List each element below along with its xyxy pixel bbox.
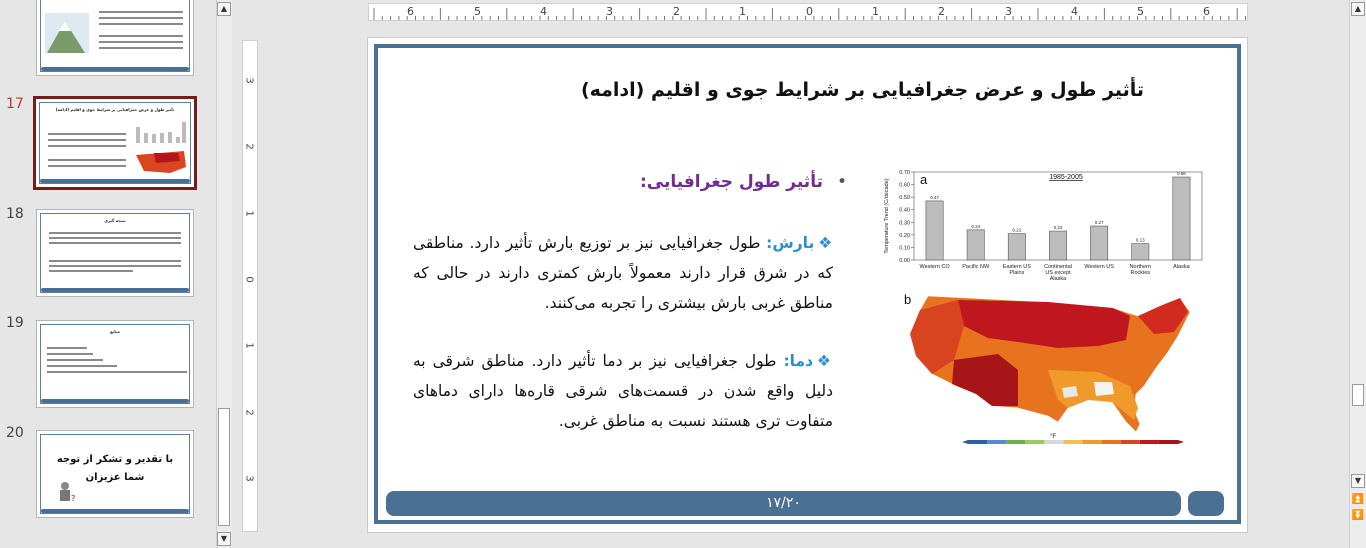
scale-segment xyxy=(987,440,1006,444)
bar xyxy=(967,230,984,260)
editor-scrollbar[interactable] xyxy=(1349,0,1366,548)
diamond-bullet-icon: ❖ xyxy=(817,352,833,370)
slide-thumbnail-18[interactable] xyxy=(36,209,194,297)
scale-arrow-left xyxy=(962,440,968,444)
y-axis-label: Temperature Trend (C/decade) xyxy=(884,178,890,254)
ruler-label: 0 xyxy=(806,5,813,18)
scale-arrow-right xyxy=(1178,440,1184,444)
thumb-number-18: 18 xyxy=(6,206,24,222)
scroll-thumb[interactable] xyxy=(1352,384,1364,406)
diamond-bullet-icon: ❖ xyxy=(818,234,833,252)
thumb-title: نتیجه گیری xyxy=(104,218,126,223)
temperature-paragraph[interactable] xyxy=(413,346,833,436)
category-label: Continental US except Alaska xyxy=(1044,264,1072,282)
temp-lead: دما: xyxy=(783,352,814,370)
bullet-heading[interactable] xyxy=(640,172,847,192)
category-label: Western CO xyxy=(919,264,950,270)
precip-lead: بارش: xyxy=(766,234,815,252)
y-tick-label: 0.20 xyxy=(899,232,910,239)
scale-segment xyxy=(1025,440,1044,444)
scroll-up-button[interactable]: ▲ xyxy=(217,2,231,16)
slide-thumbnail-17[interactable] xyxy=(33,96,197,190)
svg-text:?: ? xyxy=(71,494,76,503)
chart-title: 1985-2005 xyxy=(1049,174,1083,181)
scale-segment xyxy=(1159,440,1178,444)
bullet-dot-icon: • xyxy=(836,172,847,192)
y-tick-label: 0.70 xyxy=(899,170,910,176)
ruler-label: 6 xyxy=(1203,5,1210,18)
horizontal-ruler[interactable] xyxy=(368,3,1248,21)
slide-footer-page-number[interactable]: ۱۷/۲۰ xyxy=(386,491,1181,516)
slide-thumbnail-16[interactable] xyxy=(36,0,194,76)
ruler-label: 1 xyxy=(243,210,255,217)
slide-canvas[interactable] xyxy=(367,37,1248,533)
category-label: Western US xyxy=(1084,264,1114,270)
ruler-label: 5 xyxy=(1137,5,1144,18)
scale-segment xyxy=(1140,440,1159,444)
category-label: Alaska xyxy=(1173,264,1190,270)
ruler-label: 6 xyxy=(407,5,414,18)
bar xyxy=(926,201,943,260)
ruler-label: 3 xyxy=(606,5,613,18)
previous-slide-icon[interactable]: ⏫ xyxy=(1351,494,1365,505)
precip-text: طول جغرافیایی نیز بر توزیع بارش تأثیر دارد. مناطقی که در شرق قرار دارند معمولاً بارش کمتری دارند در حالی که مناطق غربی بارش بیشتری را تجربه می‌کنند. xyxy=(413,234,833,312)
chart-panel-label: a xyxy=(920,172,928,187)
thumbnail-scrollbar[interactable] xyxy=(216,0,232,548)
slide-thumbnail-19[interactable] xyxy=(36,320,194,408)
y-tick-label: 0.10 xyxy=(899,245,910,252)
slide-title[interactable]: تأثیر طول و عرض جغرافیایی بر شرایط جوی و اقلیم (ادامه) xyxy=(580,79,1145,101)
thumb-number-20: 20 xyxy=(6,425,24,441)
y-tick-label: 0.00 xyxy=(899,258,910,264)
ruler-label: 0 xyxy=(243,276,255,283)
thumb-chart xyxy=(132,119,188,145)
ruler-label: 2 xyxy=(243,143,255,150)
y-tick-label: 0.60 xyxy=(899,182,910,189)
scroll-up-button[interactable]: ▲ xyxy=(1351,2,1365,16)
map-cool-patch-2 xyxy=(1062,386,1078,398)
bullet-text: تأثیر طول جغرافیایی: xyxy=(639,172,823,192)
thumb-title: منابع xyxy=(110,329,120,334)
ruler-label: 3 xyxy=(1005,5,1012,18)
ruler-label: 2 xyxy=(673,5,680,18)
scroll-down-button[interactable]: ▼ xyxy=(1351,474,1365,488)
us-temperature-map[interactable] xyxy=(898,290,1208,450)
scale-segment xyxy=(1044,440,1063,444)
thumb-number-19: 19 xyxy=(6,315,24,331)
category-label: Northern Rockies xyxy=(1129,264,1151,276)
scale-segment xyxy=(1083,440,1102,444)
y-tick-label: 0.30 xyxy=(899,220,910,227)
bar xyxy=(1091,226,1108,260)
ruler-label: 3 xyxy=(243,475,255,482)
mountain-image xyxy=(45,13,89,53)
y-tick-label: 0.40 xyxy=(899,207,910,214)
bar xyxy=(1132,244,1149,260)
map-panel-label: b xyxy=(904,292,912,307)
scale-segment xyxy=(1006,440,1025,444)
ruler-label: 3 xyxy=(243,77,255,84)
bar-value-label: 0.66 xyxy=(1177,171,1186,177)
precipitation-paragraph[interactable] xyxy=(413,228,833,318)
scale-segment xyxy=(968,440,987,444)
bar xyxy=(1173,177,1190,260)
map-cool-patch xyxy=(1094,382,1114,396)
temperature-trend-bar-chart[interactable] xyxy=(880,166,1205,294)
bar-value-label: 0.23 xyxy=(1053,225,1063,231)
vertical-ruler[interactable] xyxy=(242,40,258,532)
bar-value-label: 0.13 xyxy=(1135,237,1145,243)
scroll-down-button[interactable]: ▼ xyxy=(217,532,231,546)
bar-value-label: 0.21 xyxy=(1012,227,1022,233)
scale-segment xyxy=(1121,440,1140,444)
ruler-label: 2 xyxy=(938,5,945,18)
map-color-scale xyxy=(962,440,1184,444)
y-tick-label: 0.50 xyxy=(899,195,910,202)
slide-thumbnail-pane xyxy=(0,0,216,548)
category-label: Eastern US Plains xyxy=(1002,264,1031,276)
category-label: Pacific NW xyxy=(962,264,990,270)
thumb-map xyxy=(134,145,188,175)
scale-segment xyxy=(1063,440,1082,444)
bar-value-label: 0.24 xyxy=(971,223,981,229)
thumb-number-17: 17 xyxy=(6,96,24,112)
ruler-label: 4 xyxy=(540,5,547,18)
ruler-label: 5 xyxy=(474,5,481,18)
thumb-title: تأثیر طول و عرض جغرافیایی بر شرایط جوی و اقلیم (ادامه) xyxy=(55,107,175,112)
thinking-person-icon xyxy=(57,481,77,503)
scale-segment xyxy=(1102,440,1121,444)
bar-value-label: 0.27 xyxy=(1094,220,1104,226)
thumb-title: با تقدیر و تشکر از توجه شما عزیزان xyxy=(56,454,174,483)
next-slide-icon[interactable]: ⏬ xyxy=(1351,510,1365,521)
ruler-label: 1 xyxy=(243,342,255,349)
slide-thumbnail-20[interactable] xyxy=(36,430,194,518)
bar-value-label: 0.47 xyxy=(930,194,939,200)
bar xyxy=(1008,234,1025,260)
ruler-label: 1 xyxy=(872,5,879,18)
ruler-label: 2 xyxy=(243,409,255,416)
scroll-thumb[interactable] xyxy=(218,408,230,526)
ruler-label: 1 xyxy=(739,5,746,18)
map-unit-label: °F xyxy=(1050,434,1057,440)
ruler-label: 4 xyxy=(1071,5,1078,18)
slide-footer-box[interactable] xyxy=(1188,491,1224,516)
bar xyxy=(1049,231,1066,260)
temp-text: طول جغرافیایی نیز بر دما تأثیر دارد. مناطق شرقی به دلیل واقع شدن در قسمت‌های شرقی قاره‌ها دارای دماهای متفاوت تری هستند نسبت به مناطق غربی. xyxy=(413,352,833,430)
